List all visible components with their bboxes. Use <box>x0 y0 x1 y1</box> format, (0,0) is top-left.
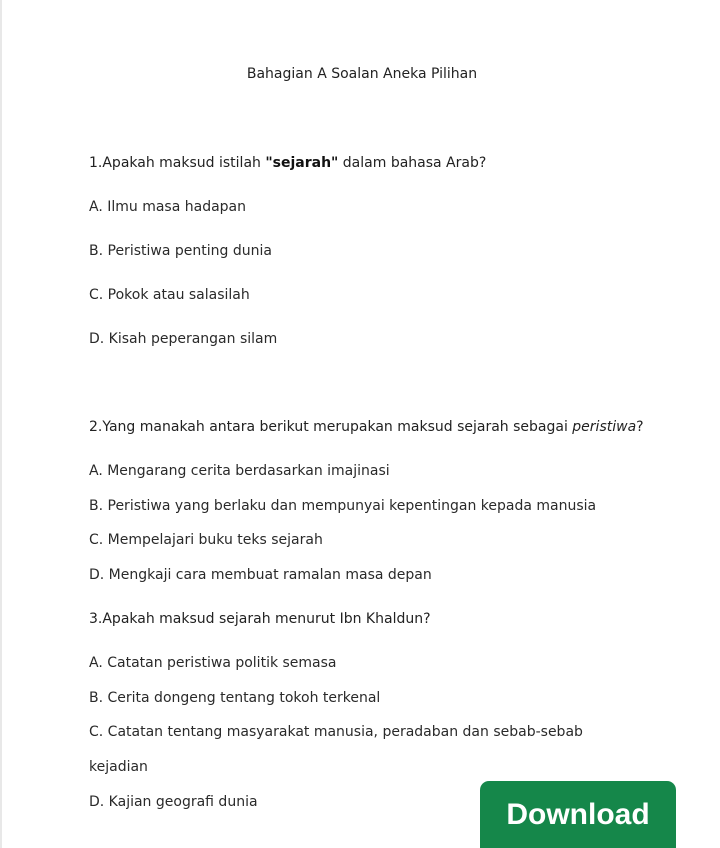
question-1 <box>89 154 486 172</box>
question-3-option-d: D. Kajian geografi dunia <box>89 794 258 810</box>
question-2-option-a: A. Mengarang cerita berdasarkan imajinasi <box>89 463 390 479</box>
question-2-option-d: D. Mengkaji cara membuat ramalan masa depan <box>89 567 432 583</box>
question-1-option-c: C. Pokok atau salasilah <box>89 287 250 303</box>
question-1-prefix: 1.Apakah maksud istilah <box>89 155 266 171</box>
question-3-option-c-continued: kejadian <box>89 759 148 775</box>
question-1-emphasis: "sejarah" <box>265 155 339 171</box>
question-2 <box>89 418 644 436</box>
question-1-suffix: dalam bahasa Arab? <box>338 155 487 171</box>
question-3-option-a: A. Catatan peristiwa politik semasa <box>89 655 337 671</box>
question-2-option-c: C. Mempelajari buku teks sejarah <box>89 532 323 548</box>
download-button-label: Download <box>506 798 650 831</box>
question-3-option-b: B. Cerita dongeng tentang tokoh terkenal <box>89 690 381 706</box>
question-2-suffix: ? <box>636 419 644 435</box>
question-3-option-c: C. Catatan tentang masyarakat manusia, peradaban dan sebab-sebab <box>89 724 583 740</box>
question-2-prefix: 2.Yang manakah antara berikut merupakan maksud sejarah sebagai <box>89 419 573 435</box>
section-title: Bahagian A Soalan Aneka Pilihan <box>246 66 478 82</box>
question-1-option-a: A. Ilmu masa hadapan <box>89 199 247 215</box>
question-1-option-d: D. Kisah peperangan silam <box>89 331 278 347</box>
download-button[interactable] <box>480 781 676 848</box>
question-3: 3.Apakah maksud sejarah menurut Ibn Khaldun? <box>89 611 431 627</box>
question-2-option-b: B. Peristiwa yang berlaku dan mempunyai kepentingan kepada manusia <box>89 498 597 514</box>
question-1-option-b: B. Peristiwa penting dunia <box>89 243 272 259</box>
question-2-emphasis: peristiwa <box>572 419 637 435</box>
